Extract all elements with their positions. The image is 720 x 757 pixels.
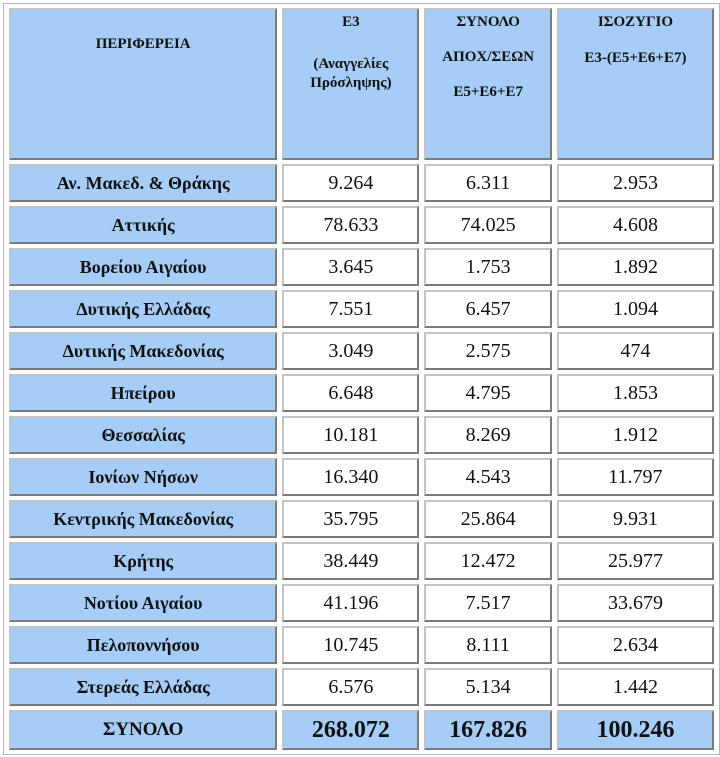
- table-row: [9, 584, 714, 622]
- e3-header-line3: Πρόσληψης): [310, 75, 392, 91]
- region-cell: Κεντρικής Μακεδονίας: [9, 500, 277, 538]
- e3-cell: 10.181: [282, 416, 419, 454]
- table-row: [9, 416, 714, 454]
- e3-cell: 41.196: [282, 584, 419, 622]
- region-cell: Θεσσαλίας: [9, 416, 277, 454]
- total-cell: 4.543: [424, 458, 551, 496]
- e3-cell: 3.049: [282, 332, 419, 370]
- table-row: [9, 206, 714, 244]
- balance-cell: 2.634: [557, 626, 714, 664]
- balance-cell: 11.797: [557, 458, 714, 496]
- balance-header-line1: ΙΣΟΖΥΓΙΟ: [597, 14, 674, 30]
- e3-cell: 10.745: [282, 626, 419, 664]
- region-cell: Κρήτης: [9, 542, 277, 580]
- table-row: [9, 500, 714, 538]
- e3-header-line1: Ε3: [342, 14, 360, 30]
- table-row: [9, 290, 714, 328]
- totals-row: [9, 710, 714, 750]
- total-cell: 2.575: [424, 332, 551, 370]
- total-cell: 7.517: [424, 584, 551, 622]
- total-cell: 8.269: [424, 416, 551, 454]
- table-row: [9, 458, 714, 496]
- region-header-label: ΠΕΡΙΦΕΡΕΙΑ: [95, 36, 191, 52]
- region-cell: Ιονίων Νήσων: [9, 458, 277, 496]
- balance-column-header: [557, 8, 714, 160]
- total-cell: 5.134: [424, 668, 551, 706]
- e3-cell: 78.633: [282, 206, 419, 244]
- table-row: [9, 164, 714, 202]
- region-cell: Βορείου Αιγαίου: [9, 248, 277, 286]
- total-header-line3: Ε5+Ε6+Ε7: [453, 84, 523, 100]
- total-cell: 6.457: [424, 290, 551, 328]
- balance-cell: 1.442: [557, 668, 714, 706]
- balance-cell: 2.953: [557, 164, 714, 202]
- total-departures-column-header: [424, 8, 551, 160]
- table-row: [9, 542, 714, 580]
- balance-cell: 9.931: [557, 500, 714, 538]
- e3-cell: 35.795: [282, 500, 419, 538]
- total-cell: 74.025: [424, 206, 551, 244]
- totals-total-cell: 167.826: [424, 710, 551, 750]
- table-row: [9, 626, 714, 664]
- total-cell: 1.753: [424, 248, 551, 286]
- balance-header-line2: Ε3-(Ε5+Ε6+Ε7): [584, 50, 687, 66]
- table-row: [9, 668, 714, 706]
- balance-cell: 474: [557, 332, 714, 370]
- balance-cell: 1.094: [557, 290, 714, 328]
- e3-column-header: [282, 8, 419, 160]
- e3-cell: 7.551: [282, 290, 419, 328]
- e3-cell: 38.449: [282, 542, 419, 580]
- region-cell: Στερεάς Ελλάδας: [9, 668, 277, 706]
- e3-cell: 6.576: [282, 668, 419, 706]
- balance-cell: 33.679: [557, 584, 714, 622]
- region-cell: Αττικής: [9, 206, 277, 244]
- table-row: [9, 374, 714, 412]
- table-row: [9, 248, 714, 286]
- balance-cell: 25.977: [557, 542, 714, 580]
- region-cell: Ηπείρου: [9, 374, 277, 412]
- region-cell: Νοτίου Αιγαίου: [9, 584, 277, 622]
- e3-cell: 9.264: [282, 164, 419, 202]
- region-cell: Πελοποννήσου: [9, 626, 277, 664]
- region-cell: Δυτικής Ελλάδας: [9, 290, 277, 328]
- total-cell: 6.311: [424, 164, 551, 202]
- region-cell: Αν. Μακεδ. & Θράκης: [9, 164, 277, 202]
- e3-header-line2: (Αναγγελίες: [313, 56, 389, 72]
- region-cell: Δυτικής Μακεδονίας: [9, 332, 277, 370]
- totals-e3-cell: 268.072: [282, 710, 419, 750]
- region-column-header: [9, 8, 277, 160]
- balance-cell: 1.853: [557, 374, 714, 412]
- table-row: [9, 332, 714, 370]
- balance-cell: 1.912: [557, 416, 714, 454]
- balance-cell: 1.892: [557, 248, 714, 286]
- total-cell: 4.795: [424, 374, 551, 412]
- total-cell: 25.864: [424, 500, 551, 538]
- total-header-line1: ΣΥΝΟΛΟ: [456, 14, 520, 30]
- e3-cell: 3.645: [282, 248, 419, 286]
- balance-cell: 4.608: [557, 206, 714, 244]
- totals-balance-cell: 100.246: [557, 710, 714, 750]
- e3-cell: 6.648: [282, 374, 419, 412]
- total-cell: 8.111: [424, 626, 551, 664]
- totals-label: ΣΥΝΟΛΟ: [9, 710, 277, 750]
- total-cell: 12.472: [424, 542, 551, 580]
- regional-employment-table: [3, 3, 720, 755]
- header-row: [9, 8, 714, 160]
- total-header-line2: ΑΠΟΧ/ΣΕΩΝ: [442, 49, 535, 65]
- e3-cell: 16.340: [282, 458, 419, 496]
